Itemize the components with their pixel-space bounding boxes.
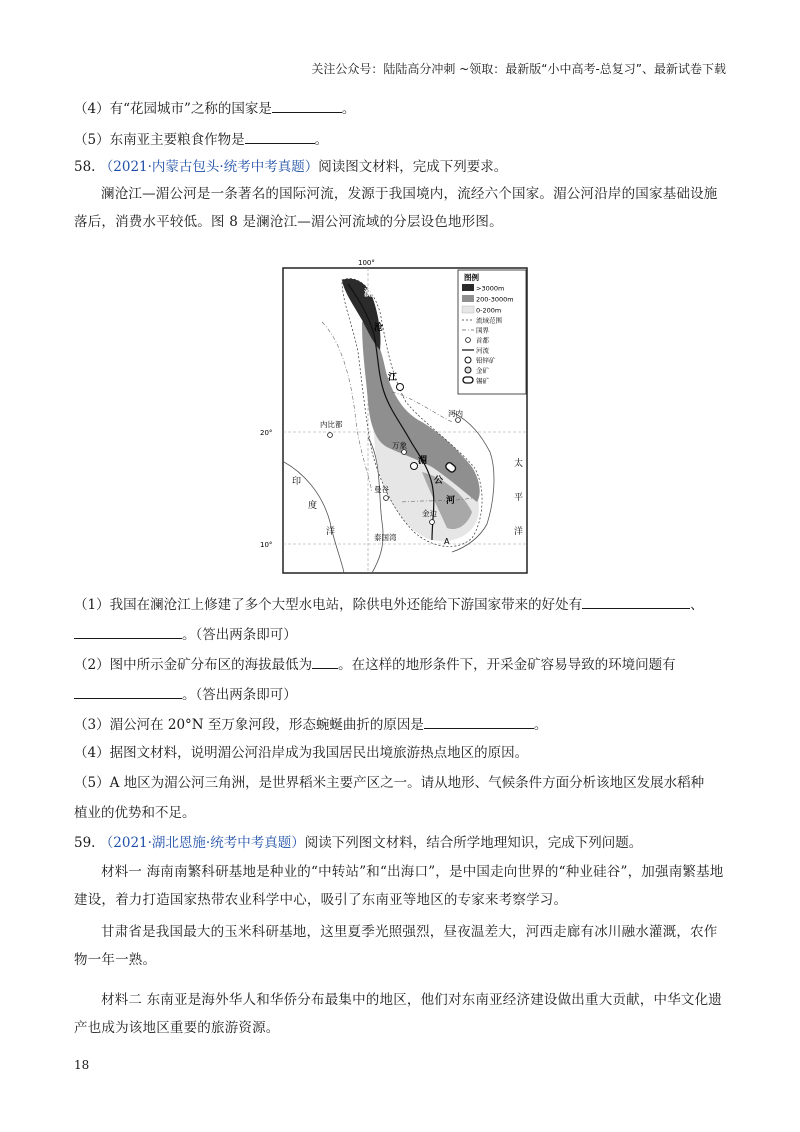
gulf-label: 泰国湾 [374, 533, 397, 542]
q58-material: 澜沧江—湄公河是一条著名的国际河流，发源于我国境内，流经六个国家。湄公河沿岸的国家基础设施落后，消费水平较低。图 8 是澜沧江—湄公河流域的分层设色地形图。 [74, 186, 718, 230]
city-label: 万象 [392, 441, 407, 450]
sea-label: 度 [308, 501, 318, 511]
q59-source[interactable]: （2021·湖北恩施·统考中考真题） [99, 835, 305, 851]
answer-blank[interactable] [582, 594, 690, 609]
lon-100-label: 100° [358, 259, 375, 267]
capital-marker [402, 450, 407, 455]
q58-sub2-cont: 。（答出两条即可） [74, 684, 297, 704]
answer-blank[interactable] [74, 624, 182, 639]
q58-source[interactable]: （2021·内蒙古包头·统考中考真题） [99, 159, 319, 175]
river-char: 公 [434, 476, 444, 486]
q59-material1-b: 甘肃省是我国最大的玉米科研基地，这里夏季光照强烈，昼夜温差大，河西走廊有冰川融水灌溉，农作物一年一熟。 [74, 924, 718, 968]
legend-item: 200-3000m [476, 295, 514, 304]
q58-sub5: （5）A 地区为湄公河三角洲，是世界稻米主要产区之一。请从地形、气候条件方面分析该地区发展水稻种 [74, 775, 705, 791]
capital-marker [456, 418, 461, 423]
map-legend [458, 270, 526, 394]
river-char: 沧 [374, 323, 384, 333]
q58-sub1-cont: 。（答出两条即可） [74, 624, 297, 644]
city-label: 内比都 [320, 420, 343, 429]
legend-item: 国界 [476, 326, 489, 335]
capital-marker [328, 433, 333, 438]
legend-item: 铅锌矿 [476, 356, 496, 365]
answer-blank[interactable] [245, 129, 315, 144]
legend-title: 图例 [464, 273, 479, 282]
q58-sub4: （4）据图文材料，说明湄公河沿岸成为我国居民出境旅游热点地区的原因。 [74, 745, 529, 761]
prev-q4: （4）有“花园城市”之称的国家是 。 [74, 98, 355, 118]
river-char: 江 [388, 373, 398, 383]
q58-sub1: （1）我国在澜沧江上修建了多个大型水电站，除供电外还能给下游国家带来的好处有 、 [74, 594, 704, 614]
sea-label: 平 [514, 493, 524, 503]
page-number: 18 [74, 1058, 90, 1072]
q58-sub3: （3）湄公河在 20°N 至万象河段，形态蜿蜒曲折的原因是 。 [74, 714, 547, 734]
city-label: 金边 [422, 509, 437, 518]
q58-sub2: （2）图中所示金矿分布区的海拔最低为 。在这样的地形条件下，开采金矿容易导致的环境问题有 [74, 654, 676, 674]
city-label: 河内 [448, 409, 463, 418]
legend-item: >3000m [476, 284, 505, 293]
answer-blank[interactable] [74, 684, 182, 699]
q59-material1: 材料一 海南南繁科研基地是种业的“中转站”和“出海口”，是中国走向世界的“种业硅谷”，加强南繁基地建设，着力打造国家热带农业科学中心，吸引了东南亚等地区的专家来考察学习。 [74, 864, 724, 908]
sea-label: 太 [514, 459, 524, 469]
page-header: 关注公众号：陆陆高分冲刺 ~领取：最新版“小中高考-总复习”、最新试卷下载 [311, 62, 726, 76]
q59-title: 59. （2021·湖北恩施·统考中考真题）阅读下列图文材料，结合所学地理知识，完成下列问题。 [74, 835, 643, 851]
sea-label: 印 [292, 477, 302, 487]
mekong-map [260, 259, 528, 574]
city-label: 曼谷 [374, 485, 389, 494]
river-char: 河 [446, 496, 456, 506]
lat-10-label: 10° [260, 541, 273, 549]
q58-sub5-cont: 植业的优势和不足。 [74, 805, 196, 821]
river-char: 湄 [418, 456, 428, 466]
capital-marker [384, 496, 389, 501]
legend-item: 金矿 [476, 366, 489, 375]
river-char: 澜 [364, 289, 374, 299]
lat-20-label: 20° [260, 429, 273, 437]
q58-title: 58. （2021·内蒙古包头·统考中考真题）阅读图文材料，完成下列要求。 [74, 159, 508, 175]
sea-label: 洋 [326, 527, 336, 537]
answer-blank[interactable] [424, 714, 534, 729]
mineral-symbol [397, 384, 404, 391]
answer-blank[interactable] [312, 654, 338, 669]
legend-item: 流域范围 [476, 316, 502, 325]
legend-item: 0-200m [476, 306, 502, 315]
mineral-symbol [411, 463, 418, 470]
point-a-label: A [444, 537, 450, 546]
sea-label: 洋 [514, 527, 524, 537]
legend-item: 首都 [476, 336, 489, 345]
legend-item: 河流 [476, 346, 489, 355]
answer-blank[interactable] [272, 98, 342, 113]
legend-item: 锡矿 [476, 377, 489, 385]
prev-q5: （5）东南亚主要粮食作物是 。 [74, 129, 328, 149]
q59-material2: 材料二 东南亚是海外华人和华侨分布最集中的地区，他们对东南亚经济建设做出重大贡献，中华文化遗产也成为该地区重要的旅游资源。 [74, 992, 722, 1036]
capital-marker [430, 520, 435, 525]
